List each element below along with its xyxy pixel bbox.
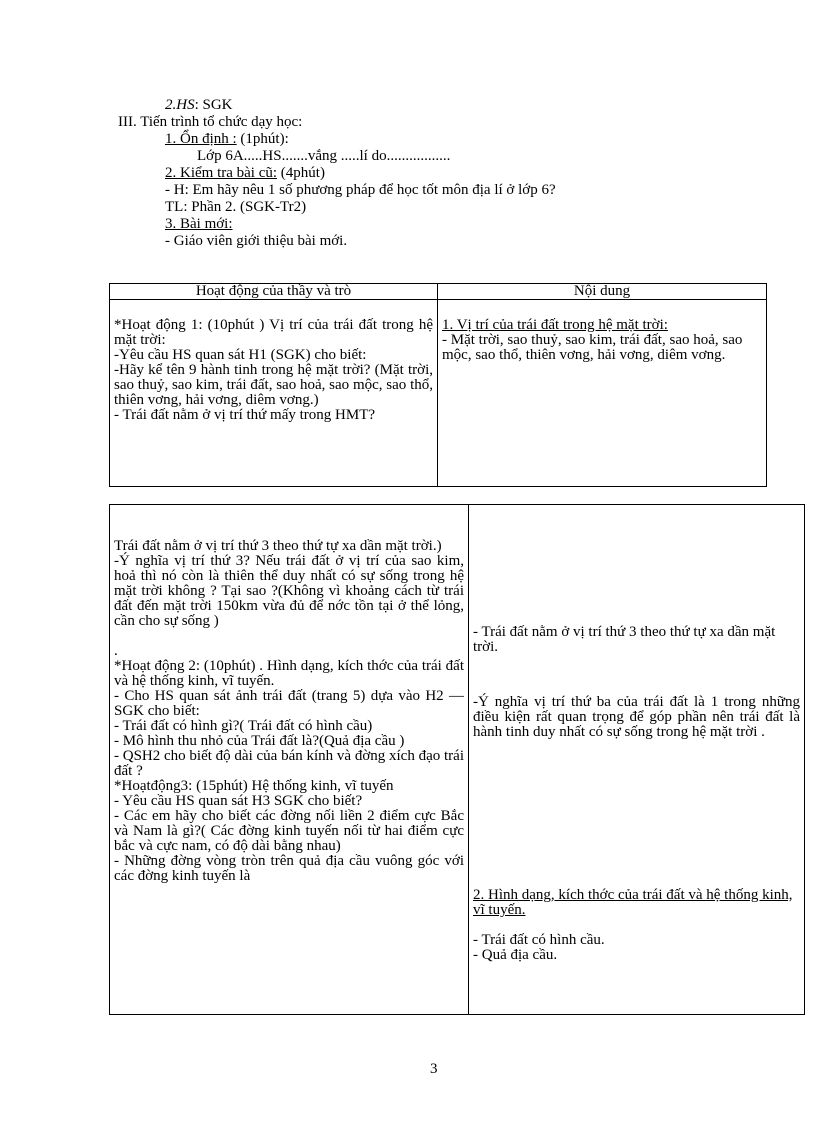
activity-2-block1: Trái đất nằm ở vị trí thứ 3 theo thứ tự xa dần mặt trời.) -Ý nghĩa vị trí thứ 3? Nếu trái đất ở vị trí của sao kim, hoả thì nó còn là thiên thể duy nhất có sự sống trong hệ mặt trời không ? Tại sao ?(Không vì khoảng cách từ trái đất đến mặt trời 150km vừa đủ để nớc tồn tại ở thể lỏng, cần cho sự sống )	[114, 538, 464, 629]
step1-title: 1. Ổn định :	[165, 131, 237, 147]
step2-title: 2. Kiểm tra bài cũ:	[165, 165, 278, 181]
review-answer: TL: Phần 2. (SGK-Tr2)	[165, 199, 307, 215]
step1-line	[165, 131, 289, 148]
activity-cell	[110, 300, 438, 487]
activity-cell-inner	[114, 505, 464, 1014]
content-2-p2: -Ý nghĩa vị trí thứ ba của trái đất là 1 trong những điều kiện rất quan trọng để góp phần nên trái đất là hành tinh duy nhất có sự sống trong hệ mặt trời .	[473, 694, 800, 740]
content-cell-inner	[473, 505, 800, 1014]
content-cell	[469, 505, 805, 1015]
content-cell	[438, 300, 767, 487]
activity-table-1	[109, 283, 767, 487]
content-1-text: - Mặt trời, sao thuỷ, sao kim, trái đất, sao hoả, sao mộc, sao thổ, thiên vơng, hải vơng, diêm vơng.	[442, 332, 743, 363]
content-1	[442, 300, 762, 363]
review-question: - H: Em hãy nêu 1 số phương pháp để học tốt môn địa lí ở lớp 6?	[165, 182, 556, 198]
col-header-content: Nội dung	[438, 284, 767, 300]
page-number: 3	[430, 1061, 438, 1077]
hs-text: : SGK	[194, 97, 233, 113]
class-attendance-line: Lớp 6A.....HS.......vắng .....lí do.................	[197, 148, 451, 164]
content-2-title-text: 2. Hình dạng, kích thớc của trái đất và hệ thống kinh, vĩ tuyến.	[473, 887, 793, 918]
hs-line	[165, 97, 233, 114]
step2-line	[165, 165, 325, 182]
col-header-activities: Hoạt động của thầy và trò	[110, 284, 438, 300]
content-1-title: 1. Vị trí của trái đất trong hệ mặt trời:	[442, 317, 668, 333]
intro-line: - Giáo viên giới thiệu bài mới.	[165, 233, 348, 249]
step2-time: (4phút)	[277, 165, 325, 181]
content-2-title	[473, 740, 800, 918]
step3-title-text: 3. Bài mới:	[165, 216, 233, 232]
activity-table-2	[109, 504, 805, 1015]
content-2-p4: - Quả địa cầu.	[473, 947, 558, 963]
table-header-row	[110, 284, 767, 300]
activity-cell	[110, 505, 469, 1015]
activity-dot: .	[114, 643, 118, 659]
hs-label: 2.HS	[165, 97, 195, 113]
step3-title	[165, 216, 233, 233]
content-2-p3: - Trái đất có hình cầu.	[473, 932, 605, 948]
section-title: III. Tiến trình tổ chức dạy học:	[118, 114, 303, 130]
table-row	[110, 300, 767, 487]
step1-time: (1phút):	[236, 131, 289, 147]
activity-2-block2: *Hoạt động 2: (10phút) . Hình dạng, kích thớc của trái đất và hệ thống kinh, vĩ tuyến. - Cho HS quan sát ảnh trái đất (trang 5) dựa vào H2 — SGK cho biết: - Trái đất có hình gì?( Trái đất có hình cầu) - Mô hình thu nhỏ của Trái đất là?(Quả địa cầu ) - QSH2 cho biết độ dài của bán kính và đờng xích đạo trái đất ? *Hoạtđộng3: (15phút) Hệ thống kinh, vĩ tuyến - Yêu cầu HS quan sát H3 SGK cho biết? - Các em hãy cho biết các đờng nối liền 2 điểm cực Bắc và Nam là gì?( Các đờng kinh tuyến nối từ hai điểm cực bắc và cực nam, có độ dài bằng nhau) - Những đờng vòng tròn trên quả địa cầu vuông góc với các đờng kinh tuyến là	[114, 658, 464, 884]
content-2-p1: - Trái đất nằm ở vị trí thứ 3 theo thứ tự xa dần mặt trời.	[473, 624, 776, 655]
table-row	[110, 505, 805, 1015]
activity-1-text: *Hoạt động 1: (10phút ) Vị trí của trái đất trong hệ mặt trời: -Yêu cầu HS quan sát H1 (SGK) cho biết: -Hãy kể tên 9 hành tinh trong hệ mặt trời? (Mặt trời, sao thuỷ, sao kim, trái đất, sao hoả, sao mộc, sao thổ, thiên vơng, hải vơng, diêm vơng.) - Trái đất nằm ở vị trí thứ mấy trong HMT?	[114, 317, 433, 423]
